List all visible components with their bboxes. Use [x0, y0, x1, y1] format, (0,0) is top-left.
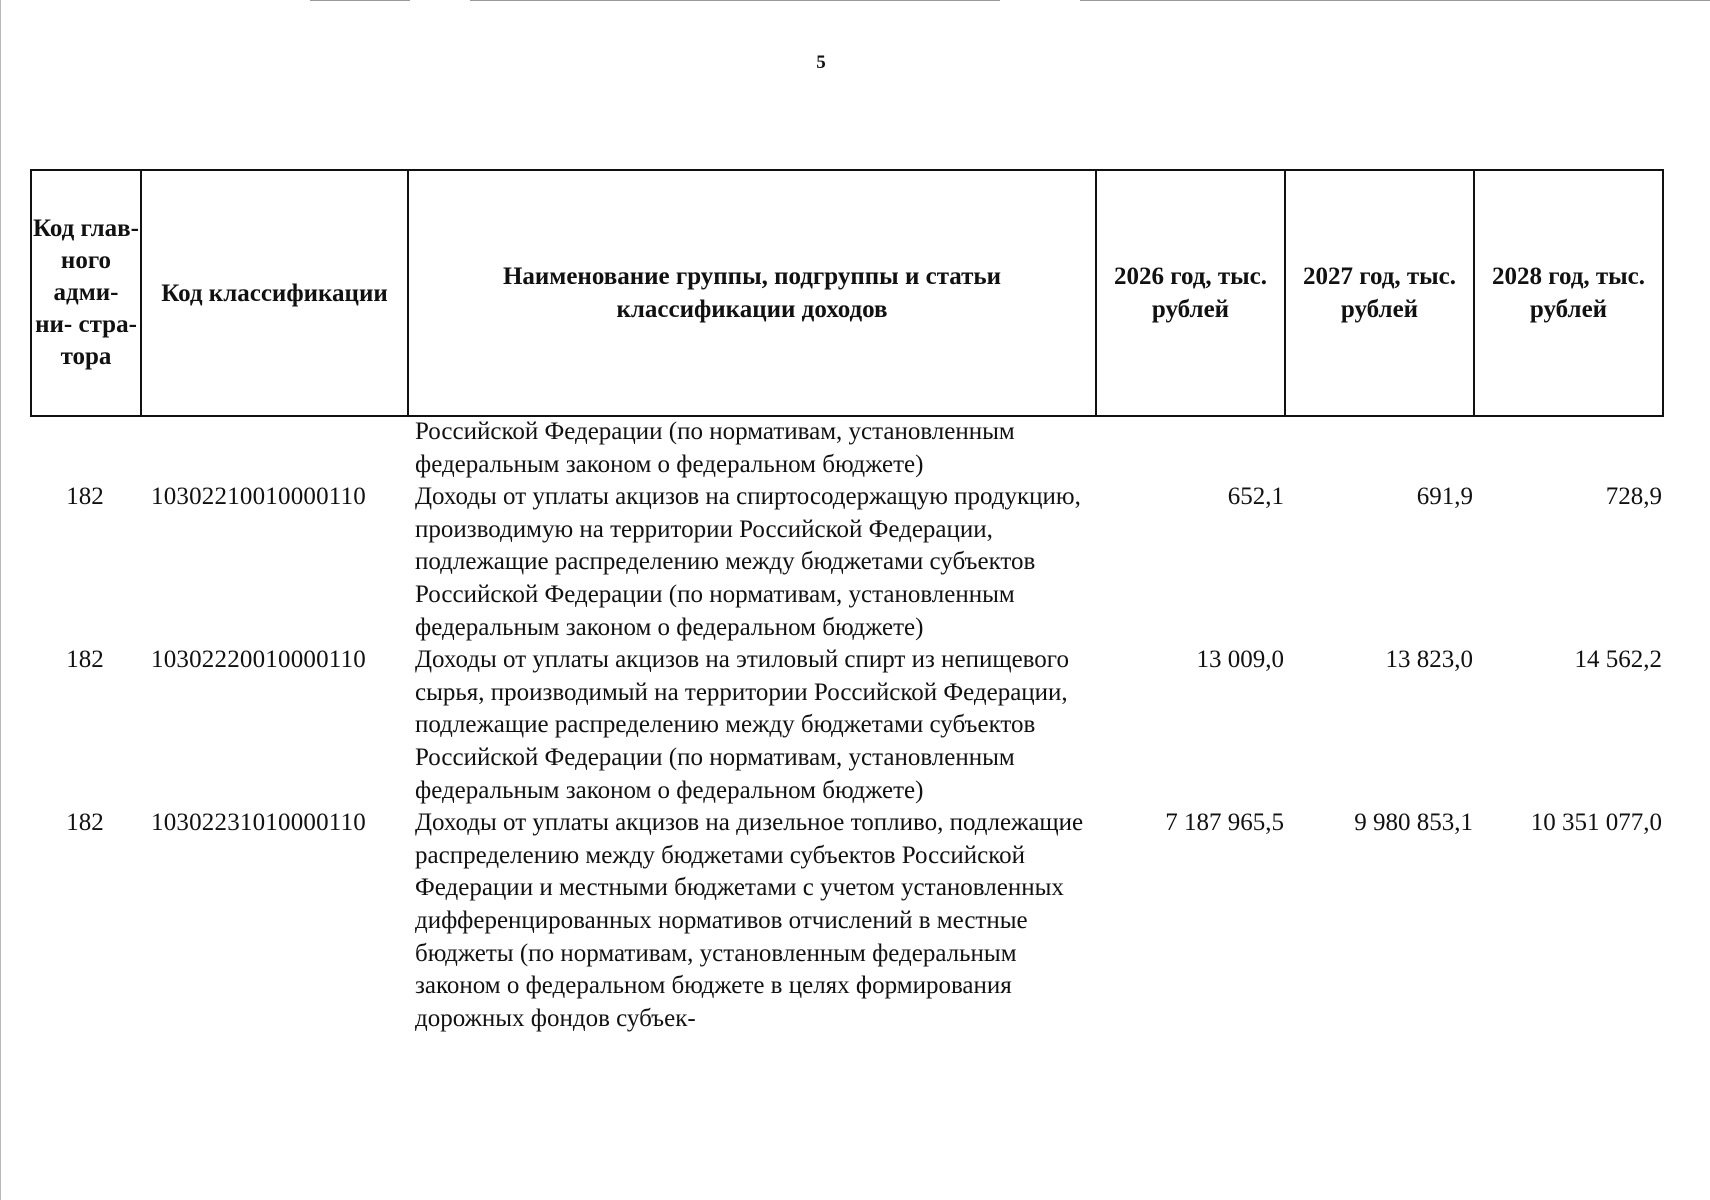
table-row — [30, 481, 1662, 644]
header-name: Наименование группы, подгруппы и статьи классификации доходов — [408, 170, 1096, 416]
row-class-code — [140, 416, 407, 481]
header-class-code: Код классификации — [141, 170, 408, 416]
row-value-2027 — [1284, 416, 1473, 481]
row-value-2028: 10 351 077,0 — [1530, 809, 1662, 837]
header-2026: 2026 год, тыс. рублей — [1096, 170, 1285, 416]
row-value-2027: 13 823,0 — [1385, 646, 1473, 674]
row-class-code: 10302210010000110 — [151, 483, 366, 511]
row-admin-code — [30, 416, 140, 481]
row-value-2028 — [1473, 416, 1662, 481]
row-value-2026 — [1095, 416, 1284, 481]
table-header — [30, 169, 1664, 417]
income-table — [30, 416, 1662, 1035]
scan-top-line — [470, 0, 1000, 1]
row-value-2027: 9 980 853,1 — [1354, 809, 1473, 837]
row-name: Доходы от уплаты акцизов на дизельное топливо, подлежащие распределению между бюджетами субъектов Российской Федерации и местными бюджетами с учетом установленных дифференцированных нормативов отчислений в местные бюджеты (по нормативам, установленным федеральным законом о федеральном бюджете в целях формирования дорожных фондов субъек- — [415, 809, 1084, 1032]
row-value-2028: 728,9 — [1605, 483, 1662, 511]
row-value-2026: 652,1 — [1227, 483, 1284, 511]
header-2027: 2027 год, тыс. рублей — [1285, 170, 1474, 416]
row-value-2026: 13 009,0 — [1196, 646, 1284, 674]
row-value-2027: 691,9 — [1416, 483, 1473, 511]
table-row — [30, 416, 1662, 481]
scan-top-line — [1080, 0, 1710, 1]
row-class-code: 10302220010000110 — [151, 646, 366, 674]
scan-top-line — [310, 0, 410, 1]
scan-left-edge — [0, 0, 1, 1200]
row-class-code: 10302231010000110 — [151, 809, 366, 837]
row-admin-code: 182 — [66, 646, 104, 674]
header-2028: 2028 год, тыс. рублей — [1474, 170, 1663, 416]
row-name: Российской Федерации (по нормативам, установленным федеральным законом о федеральном бюджете) — [415, 418, 1015, 478]
row-value-2028: 14 562,2 — [1574, 646, 1662, 674]
row-value-2026: 7 187 965,5 — [1165, 809, 1284, 837]
row-name: Доходы от уплаты акцизов на спиртосодержащую продукцию, производимую на территории Российской Федерации, подлежащие распределению между бюджетами субъектов Российской Федерации (по нормативам, установленным федеральным законом о федеральном бюджете) — [415, 483, 1081, 641]
row-admin-code: 182 — [66, 483, 104, 511]
table-row — [30, 807, 1662, 1035]
row-admin-code: 182 — [66, 809, 104, 837]
header-admin-code: Код глав- ного адми- ни- стра- тора — [31, 170, 141, 416]
page-number: 5 — [816, 52, 826, 73]
row-name: Доходы от уплаты акцизов на этиловый спирт из непищевого сырья, производимый на территории Российской Федерации, подлежащие распределению между бюджетами субъектов Российской Федерации (по нормативам, установленным федеральным законом о федеральном бюджете) — [415, 646, 1069, 804]
table-row — [30, 644, 1662, 807]
